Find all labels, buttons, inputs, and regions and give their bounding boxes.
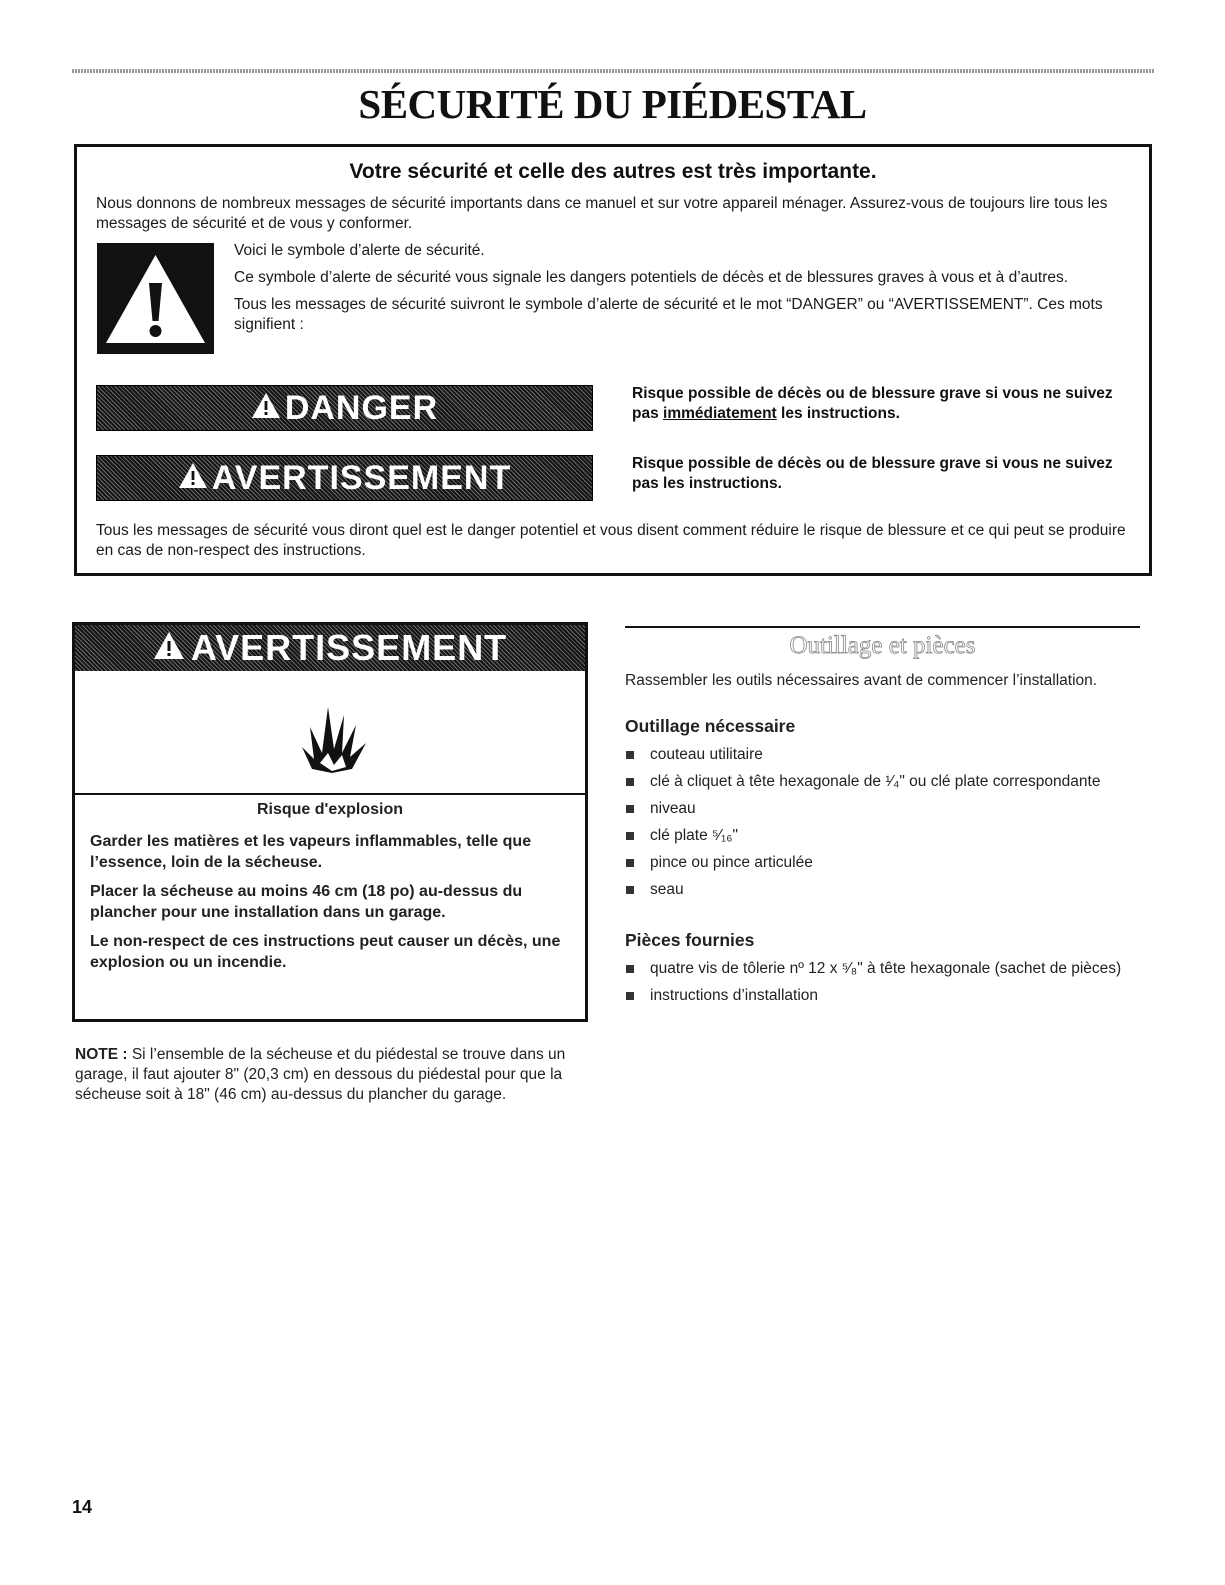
tools-section-title: Outillage et pièces [789, 632, 976, 659]
list-item [625, 959, 1140, 979]
explosion-warning-panel [72, 622, 588, 1022]
safety-intro: Nous donnons de nombreux messages de sécurité importants dans ce manuel et sur votre appareil ménager. Assurez-vous de toujours lire tous les messages de sécurité et de vous y conformer. [96, 195, 1108, 232]
tool-item: niveau [650, 800, 696, 817]
note-label: NOTE : [75, 1046, 128, 1063]
page-number: 14 [72, 1497, 93, 1517]
part-item: quatre vis de tôlerie nº 12 x ⁵⁄₈" à tête hexagonale (sachet de pièces) [650, 960, 1122, 977]
danger-desc-end: les instructions. [776, 405, 900, 422]
tool-item: couteau utilitaire [650, 746, 763, 763]
danger-banner [96, 385, 593, 431]
hazard-icon-area [75, 671, 585, 795]
tool-item: clé à cliquet à tête hexagonale de ¹⁄₄" ou clé plate correspondante [650, 773, 1101, 790]
tools-section-intro: Rassembler les outils nécessaires avant de commencer l’installation. [625, 672, 1098, 689]
bullet-icon [626, 751, 634, 759]
tool-item: clé plate ⁵⁄₁₆" [650, 827, 739, 844]
hazard-instructions [90, 831, 575, 981]
tool-item: pince ou pince articulée [650, 854, 813, 871]
hazard-paragraph: Le non-respect de ces instructions peut causer un décès, une explosion ou un incendie. [90, 933, 561, 971]
alert-symbol-explanation [234, 241, 1124, 342]
alert-line: Voici le symbole d’alerte de sécurité. [234, 242, 485, 259]
list-item [625, 799, 1140, 819]
warning-triangle-icon [178, 459, 208, 498]
danger-desc-start: Risque possible de décès ou de blessure grave si vous ne suivez pas [632, 385, 1113, 422]
bullet-icon [626, 778, 634, 786]
warning-label: AVERTISSEMENT [211, 458, 512, 497]
bullet-icon [626, 886, 634, 894]
bullet-icon [626, 805, 634, 813]
danger-label: DANGER [284, 388, 439, 427]
tools-list [625, 745, 1140, 907]
warning-banner [96, 455, 593, 501]
list-item [625, 826, 1140, 846]
safety-box-footer: Tous les messages de sécurité vous diront quel est le danger potentiel et vous disent comment réduire le risque de blessure et ce qui peut se produire en cas de non-respect des instructions. [96, 522, 1126, 559]
note-body: Si l’ensemble de la sécheuse et du piédestal se trouve dans un garage, il faut ajouter 8" (20,3 cm) en dessous du piédestal pour que la sécheuse soit à 18" (46 cm) au-dessus du plancher du garage. [75, 1046, 566, 1103]
danger-description [632, 384, 1137, 424]
garage-note [75, 1045, 595, 1105]
bullet-icon [626, 965, 634, 973]
part-item: instructions d’installation [650, 987, 819, 1004]
top-rule [72, 69, 1154, 73]
warning-panel-banner [75, 625, 585, 671]
tool-item: seau [650, 881, 684, 898]
tools-heading: Outillage nécessaire [625, 716, 796, 736]
danger-desc-emphasis: immédiatement [663, 405, 777, 422]
warning-triangle-icon [251, 389, 281, 428]
warning-panel-label: AVERTISSEMENT [190, 627, 508, 668]
page-title: SÉCURITÉ DU PIÉDESTAL [358, 81, 867, 127]
list-item [625, 986, 1140, 1006]
warning-triangle-icon [153, 627, 185, 669]
hazard-paragraph: Garder les matières et les vapeurs inflammables, telle que l’essence, loin de la sécheuse. [90, 833, 532, 871]
hazard-title: Risque d'explosion [256, 801, 404, 818]
hazard-paragraph: Placer la sécheuse au moins 46 cm (18 po) au-dessus du plancher pour une installation dans un garage. [90, 883, 523, 921]
safety-alert-icon [97, 243, 214, 354]
parts-heading: Pièces fournies [625, 930, 755, 950]
bullet-icon [626, 992, 634, 1000]
warning-description: Risque possible de décès ou de blessure grave si vous ne suivez pas les instructions. [632, 455, 1113, 492]
list-item [625, 772, 1140, 792]
list-item [625, 745, 1140, 765]
safety-box-heading: Votre sécurité et celle des autres est très importante. [349, 160, 877, 183]
safety-messages-box [74, 144, 1152, 576]
bullet-icon [626, 832, 634, 840]
list-item [625, 853, 1140, 873]
section-rule [625, 626, 1140, 628]
list-item [625, 880, 1140, 900]
explosion-icon [292, 687, 372, 777]
parts-list [625, 959, 1140, 1013]
alert-line: Tous les messages de sécurité suivront le symbole d’alerte de sécurité et le mot “DANGER” ou “AVERTISSEMENT”. Ces mots signifient : [234, 296, 1103, 333]
alert-line: Ce symbole d’alerte de sécurité vous signale les dangers potentiels de décès et de blessures graves à vous et à d’autres. [234, 269, 1069, 286]
bullet-icon [626, 859, 634, 867]
